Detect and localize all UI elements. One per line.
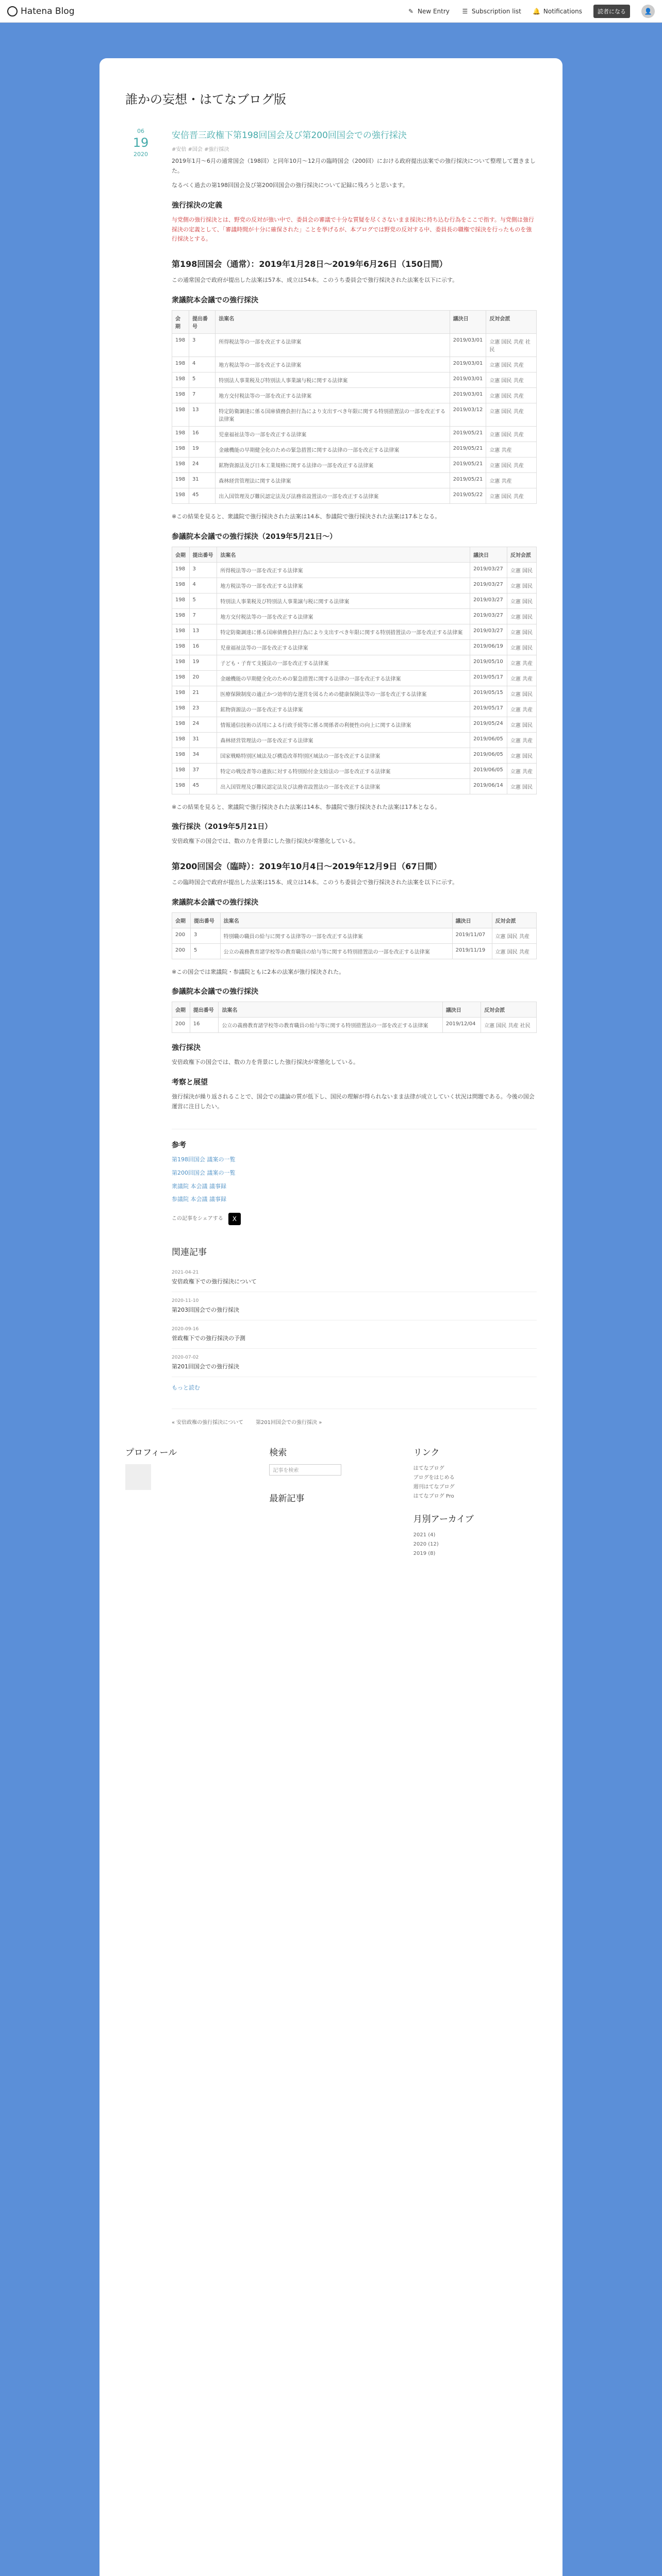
table-cell: 16 [189,639,217,655]
archive-item[interactable]: 2020 (12) [413,1541,439,1547]
entry-day: 19 [133,135,149,150]
table-cell: 鉱物資源法の一部を改正する法律案 [217,701,470,717]
table-cell: 立憲 共産 [507,732,536,748]
table-cell: 7 [189,387,215,403]
table-cell: 198 [172,457,189,472]
table-cell: 198 [172,488,189,503]
table-header: 会期 [172,310,189,333]
related-heading: 関連記事 [172,1247,207,1258]
table-cell: 198 [172,624,190,639]
table-cell: 13 [189,624,217,639]
table-cell: 3 [190,928,220,943]
table-cell: 特定の戦没者等の遺族に対する特別給付金支給法の一部を改正する法律案 [217,763,470,778]
reference-list [172,1155,537,1205]
table-cell: 立憲 共産 [507,670,536,686]
table-200-shugiin [172,912,537,959]
table-row [172,457,537,472]
table-row [172,763,537,778]
table-cell: 2019/05/17 [470,670,507,686]
table-cell: 2019/03/01 [450,372,486,387]
table-header: 議決日 [452,912,492,928]
table-header: 会期 [172,547,190,562]
table-cell: 立憲 国民 共産 [492,928,536,943]
table-cell: 198 [172,387,189,403]
reference-link[interactable]: 第198回国会 議案の一覧 [172,1156,236,1163]
table-header: 会期 [172,1002,190,1018]
table-cell: 45 [189,778,217,794]
table-cell: 2019/05/22 [450,488,486,503]
table-cell: 37 [189,763,217,778]
table-header: 提出番号 [190,1002,219,1018]
pager [172,1409,537,1428]
table-cell: 198 [172,333,189,357]
blog-container [100,58,562,2576]
table-cell: 児童福祉法等の一部を改正する法律案 [217,639,470,655]
table-cell: 立憲 国民 [507,686,536,701]
table-row [172,372,537,387]
archive-heading: 月別アーカイブ [413,1514,474,1524]
table-row [172,608,537,624]
table-cell: 45 [189,488,215,503]
archive-item[interactable]: 2021 (4) [413,1532,436,1538]
table-cell: 5 [189,593,217,608]
footer-link[interactable]: はてなブログ [413,1465,444,1471]
sangiin-heading-200: 参議院本会議での強行採決 [172,988,258,996]
table-cell: 24 [189,717,217,732]
table-cell: 31 [189,472,215,488]
entry-year: 2020 [134,151,148,158]
section-200-heading: 第200回国会（臨時）：2019年10月4日〜2019年12月9日（67日間） [172,861,442,871]
links-heading: リンク [413,1447,440,1458]
table-cell: 立憲 国民 共産 [486,457,537,472]
table-row [172,357,537,372]
table-cell: 立憲 共産 [507,763,536,778]
list-icon: ☰ [462,7,468,15]
table-cell: 国家戦略特別区域法及び構造改革特別区域法の一部を改正する法律案 [217,748,470,763]
table-header: 提出番号 [189,310,215,333]
table-cell: 立憲 国民 [507,578,536,593]
table-cell: 2019/06/05 [470,748,507,763]
table-cell: 立憲 国民 [507,624,536,639]
table-cell: 2019/05/21 [450,472,486,488]
table-cell: 2019/03/27 [470,593,507,608]
reference-link[interactable]: 衆議院 本会議 議事録 [172,1182,226,1190]
table-cell: 198 [172,686,190,701]
strong-heading: 強行採決 [172,1044,201,1053]
table-cell: 2019/05/21 [450,426,486,442]
table-cell: 2019/06/14 [470,778,507,794]
search-module [269,1445,392,1558]
table-cell: 情報通信技術の活用による行政手続等に係る関係者の利便性の向上に関する法律案 [217,717,470,732]
table-cell: 198 [172,639,190,655]
table-cell: 2019/05/21 [450,457,486,472]
table-cell: 3 [189,333,215,357]
table-198-shugiin [172,310,537,504]
table-cell: 31 [189,732,217,748]
table-row [172,732,537,748]
table-header: 議決日 [442,1002,481,1018]
top-bar [0,0,662,23]
table-cell: 立憲 共産 [507,655,536,670]
table-cell: 19 [189,655,217,670]
reference-link[interactable]: 参議院 本会議 議事録 [172,1196,226,1203]
notifications-button[interactable]: 🔔 Notifications [533,7,582,15]
table-cell: 16 [190,1018,219,1033]
strong-text: 安倍政権下の国会では、数の力を背景にした強行採決が常態化している。 [172,1059,359,1066]
table-cell: 2019/12/04 [442,1018,481,1033]
table-cell: 198 [172,732,190,748]
table-cell: 4 [189,357,215,372]
table-cell: 立憲 国民 [507,562,536,578]
table-row [172,593,537,608]
table-row [172,639,537,655]
table-cell: 2019/06/05 [470,763,507,778]
table-cell: 198 [172,670,190,686]
related-item[interactable]: 2020-11-10 第203回国会での強行採決 [172,1292,537,1320]
top-actions [407,5,655,18]
entry-date [125,128,156,1428]
table-cell: 198 [172,562,190,578]
table-cell: 立憲 国民 共産 [486,372,537,387]
table-cell: 16 [189,426,215,442]
footer-link[interactable]: 週刊はてなブログ [413,1484,455,1490]
table-cell: 2019/05/24 [470,717,507,732]
table-row [172,387,537,403]
table-row [172,578,537,593]
search-input[interactable]: 記事を検索 [269,1464,341,1476]
table-cell: 立憲 国民 [507,608,536,624]
table-cell: 2019/03/01 [450,333,486,357]
table-cell: 所得税法等の一部を改正する法律案 [217,562,470,578]
table-cell: 2019/03/27 [470,624,507,639]
table-cell: 特別職の職員の給与に関する法律等の一部を改正する法律案 [220,928,452,943]
table-cell: 2019/03/01 [450,357,486,372]
related-item[interactable]: 2021-04-21 安倍政権下での強行採決について [172,1264,537,1292]
table-cell: 13 [189,403,215,426]
table-cell: 2019/05/17 [470,701,507,717]
table-cell: 198 [172,748,190,763]
table-cell: 34 [189,748,217,763]
consider-text: 強行採決が繰り返されることで、国会での議論の質が低下し、国民の理解が得られないまま法律が成立していく状況は問題である。今後の国会運営に注目したい。 [172,1093,535,1110]
table-cell: 23 [189,701,217,717]
share-area [172,1213,537,1225]
table-cell: 198 [172,655,190,670]
table-cell: 198 [172,778,190,794]
table-row [172,426,537,442]
table-cell: 2019/03/27 [470,578,507,593]
table-cell: 2019/03/27 [470,562,507,578]
table-row [172,562,537,578]
blog-title[interactable]: 誰かの妄想・はてなブログ版 [125,92,286,107]
table-header: 議決日 [470,547,507,562]
table-cell: 特別法人事業税及び特別法人事業譲与税に関する法律案 [216,372,450,387]
table-cell: 立憲 国民 [507,778,536,794]
table-cell: 立憲 国民 [507,593,536,608]
shugiin-heading-198: 衆議院本会議での強行採決 [172,296,258,304]
table-cell: 198 [172,403,189,426]
table-cell: 200 [172,943,191,959]
table-row [172,488,537,503]
footer-link[interactable]: はてなブログ Pro [413,1493,454,1499]
definition-heading: 強行採決の定義 [172,201,222,210]
table-cell: 金融機能の早期健全化のための緊急措置に関する法律の一部を改正する法律案 [216,442,450,457]
table-cell: 特別法人事業税及び特別法人事業譲与税に関する法律案 [217,593,470,608]
table-header: 法案名 [217,547,470,562]
table-cell: 198 [172,426,189,442]
table-cell: 198 [172,357,189,372]
table-cell: 2019/06/19 [470,639,507,655]
table-cell: 2019/06/05 [470,732,507,748]
table-cell: 200 [172,1018,190,1033]
related-item[interactable]: 2020-09-16 菅政権下での強行採決の予測 [172,1320,537,1349]
table-cell: 立憲 国民 共産 [486,357,537,372]
entry-title[interactable]: 安倍晋三政権下第198回国会及び第200回国会での強行採決 [172,130,407,141]
table-cell: 200 [172,928,191,943]
profile-avatar[interactable] [125,1464,151,1490]
table-row [172,670,537,686]
references-heading: 参考 [172,1141,186,1150]
entry-meta[interactable]: #安倍 #国会 #強行採決 [172,147,229,152]
table-cell: 5 [190,943,220,959]
links-module [413,1445,537,1558]
table-cell: 198 [172,442,189,457]
table-cell: 198 [172,593,190,608]
table-cell: 198 [172,763,190,778]
table-cell: 医療保険制度の適正かつ効率的な運営を図るための健康保険法等の一部を改正する法律案 [217,686,470,701]
table-cell: 特定防衛調達に係る国庫債務負担行為により支出すべき年限に関する特別措置法の一部を改正する法律案 [217,624,470,639]
note-200: ※この国会では衆議院・参議院ともに2本の法案が強行採決された。 [172,968,345,975]
table-cell: 20 [189,670,217,686]
table-cell: 3 [189,562,217,578]
table-row [172,442,537,457]
profile-heading: プロフィール [125,1447,177,1458]
user-avatar[interactable] [641,5,655,18]
table-cell: 2019/03/12 [450,403,486,426]
pencil-icon: ✎ [408,7,413,15]
next-link[interactable]: 第201回国会での強行採決 » [255,1419,322,1426]
hatena-logo[interactable] [7,6,75,16]
profile-module [125,1445,249,1558]
table-row [172,333,537,357]
definition-text: 与党側の強行採決とは、野党の反対が強い中で、委員会の審議で十分な質疑を尽くさないまま採決に持ち込む行為をここで指す。与党側は強行採決の定義として、「審議時間が十分に確保された」ことを挙げるが、本ブログでは野党の反対する中、委員長の職権で採決を行ったものを強行採決とする。 [172,216,534,243]
table-cell: 森林経営管理法の一部を改正する法律案 [217,732,470,748]
table-row [172,778,537,794]
table-cell: 5 [189,372,215,387]
table-cell: 立憲 国民 共産 社民 [486,333,537,357]
table-header: 提出番号 [189,547,217,562]
table-cell: 2019/03/01 [450,387,486,403]
table-cell: 鉱物資源法及び日本工業規格に関する法律の一部を改正する法律案 [216,457,450,472]
table-cell: 地方税法等の一部を改正する法律案 [217,578,470,593]
table-cell: 4 [189,578,217,593]
strong-vote-heading: 強行採決（2019年5月21日） [172,823,272,832]
reference-link[interactable]: 第200回国会 議案の一覧 [172,1170,236,1176]
share-label: この記事をシェアする [172,1216,223,1222]
table-row [172,686,537,701]
table-198-sangiin [172,547,537,794]
footer-modules [125,1445,537,1558]
table-cell: 198 [172,472,189,488]
table-cell: 立憲 国民 共産 [486,426,537,442]
table-row [172,943,537,959]
table-cell: 198 [172,578,190,593]
search-heading: 検索 [269,1447,287,1458]
table-cell: 2019/03/27 [470,608,507,624]
table-cell: 198 [172,372,189,387]
table-header: 法案名 [216,310,450,333]
table-cell: 立憲 共産 [486,442,537,457]
table-cell: 2019/05/10 [470,655,507,670]
intro-1: 2019年1月〜6月の通常国会（198回）と同年10月〜12月の臨時国会（200回）における政府提出法案での強行採決について整理して置きました。 [172,158,536,174]
table-cell: 2019/11/19 [452,943,492,959]
x-share-icon[interactable]: X [228,1213,241,1225]
table-cell: 立憲 国民 [507,748,536,763]
table-cell: 児童福祉法等の一部を改正する法律案 [216,426,450,442]
table-cell: 2019/05/21 [450,442,486,457]
recent-heading: 最新記事 [269,1493,305,1504]
footer-link[interactable]: ブログをはじめる [413,1475,455,1481]
table-cell: 7 [189,608,217,624]
hatena-logo-icon [7,6,18,16]
entry-month: 06 [137,128,144,134]
table-cell: 森林経営管理法に関する法律案 [216,472,450,488]
table-cell: 立憲 国民 [507,639,536,655]
table-cell: 198 [172,701,190,717]
table-cell: 金融機能の早期健全化のための緊急措置に関する法律の一部を改正する法律案 [217,670,470,686]
table-cell: 出入国管理及び難民認定法及び法務省設置法の一部を改正する法律案 [217,778,470,794]
table-cell: 子ども・子育て支援法の一部を改正する法律案 [217,655,470,670]
table-row [172,655,537,670]
table-cell: 立憲 共産 [486,472,537,488]
table-cell: 198 [172,608,190,624]
table-cell: 24 [189,457,215,472]
table-row [172,624,537,639]
consider-heading: 考察と展望 [172,1078,208,1087]
table-header: 反対会派 [486,310,537,333]
table-cell: 地方交付税法等の一部を改正する法律案 [216,387,450,403]
table-cell: 出入国管理及び難民認定法及び法務省設置法の一部を改正する法律案 [216,488,450,503]
note-198-b: ※この結果を見ると、衆議院で強行採決された法案は14本、参議院で強行採決された法案は17本となる。 [172,803,441,810]
table-header: 法案名 [219,1002,442,1018]
new-entry-button[interactable]: ✎ New Entry [407,7,450,15]
related-item[interactable]: 2020-07-02 第201回国会での強行採決 [172,1349,537,1377]
entry [125,128,537,1428]
table-header: 反対会派 [507,547,536,562]
table-cell: 立憲 国民 [507,717,536,732]
table-cell: 立憲 共産 [507,701,536,717]
table-cell: 21 [189,686,217,701]
table-cell: 2019/11/07 [452,928,492,943]
table-cell: 公立の義務教育諸学校等の教育職員の給与等に関する特別措置法の一部を改正する法律案 [220,943,452,959]
table-cell: 地方交付税法等の一部を改正する法律案 [217,608,470,624]
table-cell: 地方税法等の一部を改正する法律案 [216,357,450,372]
table-cell: 2019/05/15 [470,686,507,701]
table-row [172,472,537,488]
table-cell: 立憲 国民 共産 [492,943,536,959]
intro-2: なるべく過去の第198回国会及び第200回国会の強行採決について記録に残ろうと思います。 [172,182,408,189]
logo-text: Hatena Blog [21,6,75,16]
table-header: 会期 [172,912,191,928]
table-row [172,403,537,426]
table-cell: 立憲 国民 共産 [486,403,537,426]
table-row [172,717,537,732]
table-header: 提出番号 [190,912,220,928]
summary-200: この臨時国会で政府が提出した法案は15本、成立は14本。このうち委員会で強行採決された法案を以下に示す。 [172,878,458,886]
user-icon: 👤 [644,7,652,15]
table-row [172,701,537,717]
prev-link[interactable]: « 安倍政権の強行採決について [172,1419,244,1426]
table-header: 反対会派 [492,912,536,928]
more-link[interactable]: もっと読む [172,1384,200,1392]
table-cell: 公立の義務教育諸学校等の教育職員の給与等に関する特別措置法の一部を改正する法律案 [219,1018,442,1033]
bell-icon: 🔔 [533,7,541,15]
table-200-sangiin [172,1002,537,1033]
sangiin-heading-198: 参議院本会議での強行採決（2019年5月21日〜） [172,532,337,541]
table-row [172,1018,537,1033]
table-header: 法案名 [220,912,452,928]
table-cell: 19 [189,442,215,457]
section-198-heading: 第198回国会（通常）：2019年1月28日〜2019年6月26日（150日間） [172,259,448,269]
table-cell: 立憲 国民 共産 [486,488,537,503]
table-cell: 特定防衛調達に係る国庫債務負担行為により支出すべき年限に関する特別措置法の一部を改正する法律案 [216,403,450,426]
table-cell: 立憲 国民 共産 社民 [481,1018,537,1033]
table-header: 反対会派 [481,1002,537,1018]
summary-198: この通常国会で政府が提出した法案は57本、成立は54本。このうち委員会で強行採決された法案を以下に示す。 [172,277,458,284]
entry-body [172,128,537,1428]
subscription-list-button[interactable]: ☰ Subscription list [461,7,521,15]
related-section [172,1245,537,1393]
shugiin-heading-200: 衆議院本会議での強行採決 [172,898,258,907]
note-198: ※この結果を見ると、衆議院で強行採決された法案は14本、参議院で強行採決された法案は17本となる。 [172,513,441,520]
table-row [172,928,537,943]
table-cell: 198 [172,717,190,732]
table-cell: 立憲 国民 共産 [486,387,537,403]
table-row [172,748,537,763]
table-cell: 所得税法等の一部を改正する法律案 [216,333,450,357]
archive-item[interactable]: 2019 (8) [413,1550,436,1556]
reader-button[interactable]: 読者になる [593,5,630,18]
strong-vote-text: 安倍政権下の国会では、数の力を背景にした強行採決が常態化している。 [172,838,359,845]
table-header: 議決日 [450,310,486,333]
